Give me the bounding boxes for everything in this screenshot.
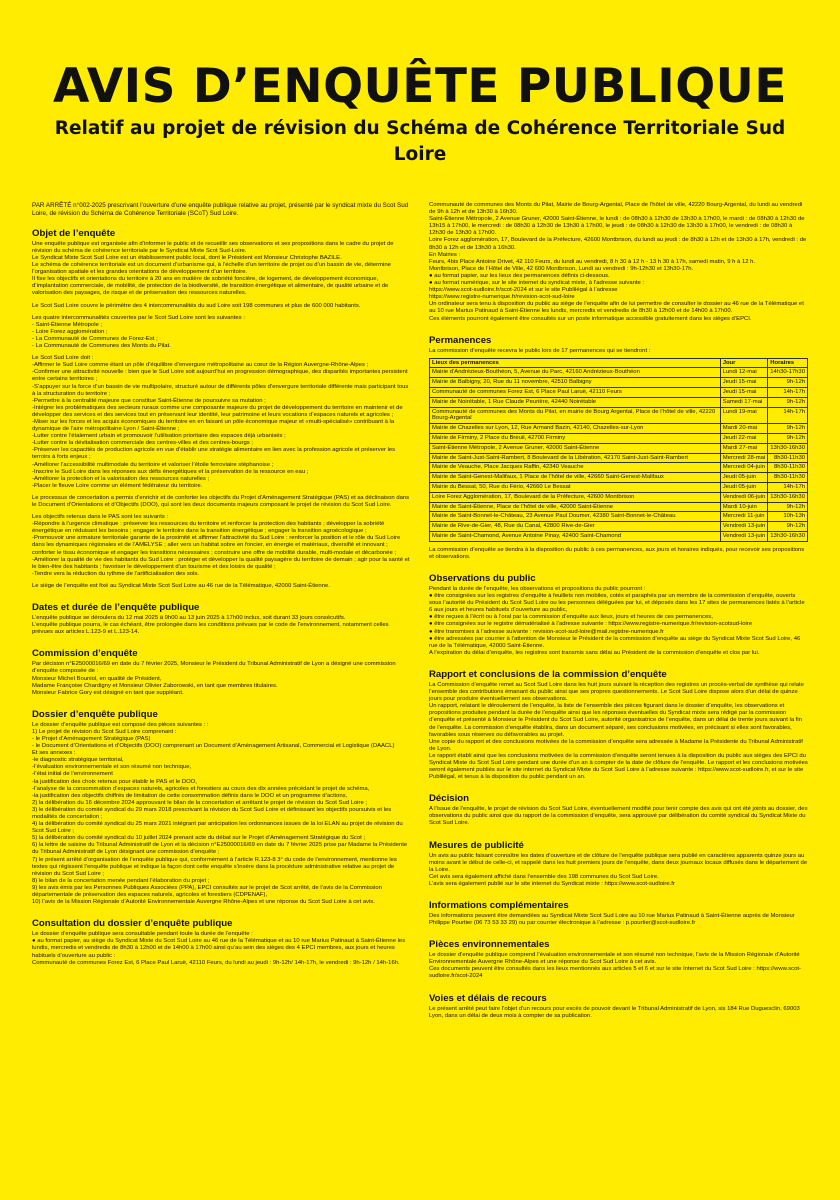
cell-location: Mairie de Chazelles sur Lyon, 12, Rue Armand Bazin, 42140, Chazelles-sur-Lyon xyxy=(430,424,721,434)
cell-day: Lundi 12-mai xyxy=(720,368,768,378)
section-paragraph: -Améliorer l’accessibilité multimodale du territoire et valoriser l’étoile ferroviaire stéphanoise ; xyxy=(32,461,274,468)
section-paragraph: ● être transmises à l’adresse suivante : revision-scot-sud-loire@mail.registre-numerique.fr xyxy=(429,628,664,635)
section-paragraph: 4) la délibération du comité syndical du 25 mars 2021 intégrant par anticipation les ordonnances issues de la loi ELAN au projet de révision du Scot Sud Loire ; xyxy=(32,821,403,835)
notice-columns xyxy=(32,202,808,1020)
cell-hours: 14h-17h xyxy=(768,483,808,493)
cell-hours: 8h30-11h30 xyxy=(768,463,808,473)
table-row xyxy=(430,492,808,502)
permanences-intro: La commission d’enquête recevra le public lors de 17 permanences qui se tiendront : xyxy=(429,347,651,354)
section-paragraph: Madame Françoise Chardigny et Monsieur Olivier Zaborowski, en tant que membres titulaires. xyxy=(32,682,278,689)
section-paragraph: Une copie du rapport et des conclusions motivées de la commission d’enquête sera adressée à Madame la Présidente du Tribunal Administratif de Lyon. xyxy=(429,738,803,752)
cell-day: Mardi 27-mai xyxy=(720,443,768,453)
section-paragraph: ● être reçues à l’écrit ou à l’oral par la commission d’enquête aux lieux, jours et heures de ces permanences, xyxy=(429,614,713,621)
section-paragraph: 3) le délibération du comité syndical du 29 mars 2018 prescrivant la révision du Scot Sud Loire et définissant les objectifs poursuivis et les modalités de concertation ; xyxy=(32,806,392,820)
section-paragraph: 2) la délibération du 16 décembre 2024 approuvant le bilan de la concertation et arrêtant le projet de révision du Scot Sud Loire ; xyxy=(32,799,367,806)
table-row xyxy=(430,378,808,388)
section-paragraph: Le Syndicat Mixte Scot Sud Loire est un établissement public local, dont le Président est Monsieur Christophe BAZILE. xyxy=(32,255,342,261)
cell-hours: 14h-17h xyxy=(768,407,808,424)
section-paragraph: - La Communauté de Communes de Forez-Est ; xyxy=(32,335,158,342)
table-row xyxy=(430,483,808,493)
permanences-after: La commission d’enquête se tiendra à la disposition du public à ces permanences, aux jours et horaires indiqués, pour recevoir ses propositions et observations. xyxy=(429,546,805,560)
section-paragraph: 10) l’avis de la Mission Régionale d’Autorité Environnementale Auvergne Rhône-Alpes et une réponse du Scot Sud Loire à cet avis. xyxy=(32,899,375,906)
cell-location: Mairie de Saint-Just-Saint-Rambert, 8 Boulevard de la Libération, 42170 Saint-Just-Saint-Rambert xyxy=(430,453,721,463)
section-paragraph: -l’état initial de l’environnement xyxy=(32,771,113,778)
consultation-paragraph: Loire Forez agglomération, 17, Boulevard de la Préfecture, 42600 Montbrison, du lundi au jeudi : de 8h30 à 12h et de 13h30 à 17h, vendredi : de 8h30 à 12h et de 13h30 à 16h30. xyxy=(429,237,807,251)
section-paragraph: ● être consignées sur le registre dématérialisé à l’adresse suivante : https://www.registre-numerique.fr/revision-scotsud-loire xyxy=(429,621,753,628)
section-paragraph: - le Document d’Orientations et d’Objectifs (DOO) comprenant un Document d’Aménagement Artisanal, Commercial et Logistique (DAACL) xyxy=(32,743,395,750)
cell-hours: 9h-12h xyxy=(768,502,808,512)
cell-location: Mairie de Noirétable, 1 Rue Claude Peurière, 42440 Noirétable xyxy=(430,397,721,407)
consultation-paragraph: Feurs, 4bis Place Antoine Drivet, 42 110 Feurs, du lundi au vendredi, 8 h 30 à 12 h - 13 h 30 à 17h, samedi matin, 9 h à 12 h. xyxy=(429,258,756,265)
consultation-paragraph: ● au format numérique, sur le site internet du syndicat mixte, à l’adresse suivante : xyxy=(429,280,645,287)
table-row xyxy=(430,368,808,378)
cell-day: Samedi 17-mai xyxy=(720,397,768,407)
left-column xyxy=(32,202,411,1020)
cell-hours: 13h30-16h30 xyxy=(768,492,808,502)
table-row xyxy=(430,453,808,463)
permanences-table xyxy=(429,358,808,542)
header-location: Lieux des permanences xyxy=(430,358,721,368)
section-paragraph: Par décision n°E25000016/69 en date du 7 février 2025, Monsieur le Président du Tribunal Administratif de Lyon a désigné une commission d’enquête composée de : xyxy=(32,661,396,675)
cell-location: Mairie de Firminy, 2 Place du Breuil, 42700 Firminy xyxy=(430,434,721,444)
cell-hours: 9h-12h xyxy=(768,424,808,434)
section-heading-informations-complementaires: Informations complémentaires xyxy=(429,900,569,912)
table-row xyxy=(430,532,808,542)
consultation-paragraph: https://www.scot-sudloire.fr/scot-2024 et sur le site Publilégal à l’adresse xyxy=(429,287,618,294)
consultation-paragraph: Ces éléments pourront également être consultés sur un poste informatique accessible gratuitement dans les sièges d’EPCI. xyxy=(429,315,752,322)
table-row xyxy=(430,463,808,473)
section-paragraph: -l’analyse de la consommation d’espaces naturels, agricoles et forestiers au cours des dix années précédant le projet de schéma, xyxy=(32,785,370,792)
section-paragraph: Le processus de concertation a permis d’enrichir et de conforter les objectifs du Projet d’Aménagement Stratégique (PAS) et sa déclinaison dans le Document d’Orientations et d’Objectifs (DOO), qui sont les deux documents majeurs composant le projet de révision du Scot Sud Loire. xyxy=(32,494,410,508)
cell-location: Mairie de Saint-Chamond, Avenue Antoine Pinay, 42400 Saint-Chamond xyxy=(430,532,721,542)
header-hours: Horaires xyxy=(768,358,808,368)
section-heading-permanences: Permanences xyxy=(429,334,492,346)
section-paragraph: Et ses annexes : xyxy=(32,750,76,757)
section-paragraph: - le Projet d’Aménagement Stratégique (PAS) xyxy=(32,735,151,742)
section-paragraph: Monsieur Michel Bouniol, en qualité de Président, xyxy=(32,675,162,682)
section-paragraph: 8) le bilan de la concertation menée pendant l’élaboration du projet ; xyxy=(32,877,210,884)
section-paragraph: Une enquête publique est organisée afin d’informer le public et de recueillir ses observations et ses propositions dans le cadre du projet de révision du schéma de cohérence territoriale par le Syndicat Mixte Scot Sud-Loire. xyxy=(32,240,394,254)
section-paragraph: Un avis au public faisant connaître les dates d’ouverture et de clôture de l’enquête publique sera publié en caractères apparents quinze jours au moins avant le début de celle-ci, et rappelé dans les huit premiers jours de l’enquête, dans deux journaux locaux diffusés dans le département de la Loire. xyxy=(429,852,808,873)
consultation-paragraph: Un ordinateur sera tenu à disposition du public au siège de l’enquête afin de lui permettre de consulter le dossier au 46 rue de la Télématique et au 10 rue Marius Patinaud à Saint-Étienne les lundis, mercredis et vendredis de 8h30 à 12h00 et de 14h00 à 17h00. xyxy=(429,301,804,315)
section-paragraph: -Tendre vers la réduction du rythme de l’artificialisation des sols. xyxy=(32,570,199,577)
cell-location: Communauté de communes des Monts du Pilat, en mairie de Bourg Argental, Place de l’hôtel de ville, 42220 Bourg-Argental xyxy=(430,407,721,424)
section-paragraph: -la justification des choix retenus pour établir le PAS et le DOO, xyxy=(32,778,197,785)
cell-location: Mairie du Bessat, 50, Rue du Fério, 42660 Le Bessat xyxy=(430,483,721,493)
section-paragraph: 7) le présent arrêté d’organisation de l’enquête publique qui, conformément à l’article R.123-8 3° du code de l’environnement, mentionne les textes qui régissent l’enquête publique et indique la façon dont cette enquête s’insère dans la procédure administrative relative au projet de révision du Scot Sud Loire ; xyxy=(32,856,397,877)
section-paragraph: ● au format papier, au siège du Syndicat Mixte du Scot Sud Loire au 46 rue de la Télématique et au 10 rue Marius Patinaud à Saint-Étienne les lundis, mercredis et vendredis de 8h30 à 12h00 et de 14h00 à 17h00 ainsi qu’au sein des sièges des 4 EPCI membres, aux jours et heures habituels d’ouverture au public : xyxy=(32,938,406,959)
section-paragraph: Le Scot Sud Loire couvre le périmètre des 4 intercommunalités du sud Loire soit 198 communes et plus de 600 000 habitants. xyxy=(32,302,361,309)
section-paragraph: Les objectifs retenus dans le PAS sont les suivants : xyxy=(32,514,169,521)
table-row xyxy=(430,473,808,483)
consultation-paragraph: Montbrison, Place de l’Hôtel de Ville, 42 600 Montbrison, Lundi au vendredi : 9h-12h30 et 13h30-17h. xyxy=(429,265,694,272)
consultation-paragraph: Saint-Étienne Métropole, 2 Avenue Gruner, 42000 Saint-Étienne, le lundi : de 08h30 à 12h30 de 13h30 à 17h00, le mardi : de 08h30 à 12h30 de 13h15 à 17h00, le mercredi : de 08h30 à 12h30 de 13h30 à 17h00, le jeudi : de 08h30 à 12h30 de 13h30 à 17h00, le vendredi : de 08h30 à 12h30 de 13h30 à 17h00. xyxy=(429,216,805,237)
consultation-paragraph: En Mairies : xyxy=(429,251,461,258)
cell-day: Vendredi 13-juin xyxy=(720,522,768,532)
cell-day: Jeudi 05-juin xyxy=(720,473,768,483)
section-paragraph: 5) la délibération du comité syndical du 10 juillet 2024 prenant acte du débat sur le Projet d’Aménagement Stratégique du Scot ; xyxy=(32,835,366,842)
cell-day: Mercredi 04-juin xyxy=(720,463,768,473)
cell-hours: 13h30-16h30 xyxy=(768,443,808,453)
cell-day: Mercredi 11-juin xyxy=(720,512,768,522)
cell-hours: 8h30-11h30 xyxy=(768,453,808,463)
cell-day: Mardi 20-mai xyxy=(720,424,768,434)
section-heading-decision: Décision xyxy=(429,793,469,805)
section-paragraph: -Inscrire le Sud Loire dans les réponses aux défis énergétiques et la préservation de la ressource en eau ; xyxy=(32,468,309,475)
section-paragraph: Le dossier d’enquête publique comprend l’évaluation environnementale et son résumé non technique, l’avis de la Mission Régionale d’Autorité Environnementale Auvergne Rhône-Alpes et une réponse du Scot Sud Loire à cet avis. xyxy=(429,952,800,966)
section-paragraph: 9) les avis émis par les Personnes Publiques Associées (PPA), EPCI consultés sur le projet de Scot arrêté, de l’avis de la Commission départementale de préservation des espaces naturels, agricoles et forestiers (CDPENAF), xyxy=(32,884,382,899)
table-header-row xyxy=(430,358,808,368)
section-paragraph: -Affirmer le Sud Loire comme étant un pôle d’équilibre d’envergure métropolitaine au cœur de la Région Auvergne-Rhône-Alpes ; xyxy=(32,362,369,369)
cell-hours: 10h-13h xyxy=(768,512,808,522)
cell-hours: 14h-17h xyxy=(768,388,808,398)
section-paragraph: -Lutter contre l’étalement urbain et promouvoir l’utilisation prioritaire des espaces déjà urbanisés ; xyxy=(32,433,286,440)
section-paragraph: -le diagnostic stratégique territorial, xyxy=(32,757,124,764)
section-heading-observations-du-public: Observations du public xyxy=(429,573,536,585)
section-paragraph: - La Communauté de Communes des Monts du Pilat. xyxy=(32,343,171,350)
notice-subtitle: Relatif au projet de révision du Schéma de Cohérence Territoriale Sud Loire xyxy=(54,118,786,165)
cell-location: Mairie d’Andrézieux-Bouthéon, 5, Avenue du Parc, 42160 Andrézieux-Bouthéon xyxy=(430,368,721,378)
section-paragraph: A l’issue de l’enquête, le projet de révision du Scot Sud Loire, éventuellement modifié pour tenir compte des avis qui ont été joints au dossier, des observations du public ainsi que du rapport de la commission d’enquête, sera approuvé par délibération du comité syndical du Syndicat Mixte du Scot Sud Loire. xyxy=(429,806,808,827)
cell-day: Vendredi 06-juin xyxy=(720,492,768,502)
cell-day: Lundi 19-mai xyxy=(720,407,768,424)
section-paragraph: -Répondre à l’urgence climatique : préserver les ressources du territoire et renforcer la protection des habitants ; développer la sobriété énergétique en réduisant les besoins ; engager le territoire dans la transition énergétique ; engager la transition agroécologique ; xyxy=(32,521,385,535)
section-paragraph: L’avis sera également publié sur le site internet du Syndicat mixte : https://www.scot-sudloire.fr xyxy=(429,880,675,887)
table-row xyxy=(430,397,808,407)
section-paragraph: Ces documents peuvent être consultés dans les lieux mentionnés aux articles 5 et 6 et sur le site Internet du Scot Sud Loire : https://www.scot-sudloire.fr/scot-2024 xyxy=(429,966,801,980)
consultation-paragraph: ● au format papier, sur les lieux des permanences définis ci-dessous. xyxy=(429,272,610,279)
cell-hours: 14h30-17h30 xyxy=(768,368,808,378)
section-paragraph: Les quatre intercommunalités couvertes par le Scot Sud Loire sont les suivantes : xyxy=(32,314,245,321)
section-heading-pieces-environnementales: Pièces environnementales xyxy=(429,939,550,951)
section-paragraph: -l’évaluation environnementale et son résumé non technique, xyxy=(32,764,192,771)
right-column xyxy=(429,202,808,1020)
cell-hours: 9h-12h xyxy=(768,522,808,532)
cell-location: Saint-Étienne Métropole, 2 Avenue Gruner, 42000 Saint-Étienne xyxy=(430,443,721,453)
table-row xyxy=(430,434,808,444)
table-row xyxy=(430,512,808,522)
cell-day: Mardi 10-juin xyxy=(720,502,768,512)
cell-hours: 9h-12h xyxy=(768,397,808,407)
section-paragraph: Des informations peuvent être demandées au Syndicat Mixte Scot Sud Loire au 10 rue Marius Patinaud à Saint-Étienne auprès de Monsieur Philippe Pourtier (06 73 53 33 29) ou par courrier électronique à l’adresse : p.pourtier@scot-sudloire.fr xyxy=(429,913,795,927)
section-paragraph: Le présent arrêté peut faire l’objet d’un recours pour excès de pouvoir devant le Tribunal Administratif de Lyon, sis 184 Rue Duguesclin, 69003 Lyon, dans un délai de deux mois à compter de sa publication. xyxy=(429,1005,800,1019)
section-paragraph: - Saint-Étienne Métropole ; xyxy=(32,321,103,328)
cell-location: Loire Forez Agglomération, 17, Boulevard de la Préfecture, 42600 Montbrison xyxy=(430,492,721,502)
cell-location: Mairie de Saint-Genest-Malifaux, 1 Place de l’hôtel de ville, 42660 Saint-Genest-Malifaux xyxy=(430,473,721,483)
cell-day: Jeudi 15-mai xyxy=(720,378,768,388)
section-paragraph: -Permettre à la centralité majeure que constitue Saint-Étienne de poursuivre sa mutation ; xyxy=(32,397,266,404)
section-paragraph: ● être consignées sur les registres d’enquête à feuillets non mobiles, cotés et paraphés par un membre de la commission d’enquête, ouverts sous l’autorité du Président du Scot Sud Loire ou les personnes déléguées par lui, et déposés dans les 17 sites de permanences listés à l’article 6 aux jours et heures habituels d’ouverture au public, xyxy=(429,593,805,614)
section-paragraph: Monsieur Fabrice Gory est désigné en tant que suppléant. xyxy=(32,689,184,696)
section-paragraph: -Promouvoir une armature territoriale garante de la proximité et affirmer l’attractivité du Sud Loire : renforcer la position et le rôle du Sud Loire dans les dynamiques régionales et de l’AMELYSE ; aller vers un habitat sobre en foncier, en énergie et matériaux, diversifié et innovant ; conforter le tissu économique et engager les transitions nécessaires ; construire une offre de mobilité durable, multi-modale et décarbonée ; xyxy=(32,535,401,556)
table-row xyxy=(430,407,808,424)
section-paragraph: Le rapport établi ainsi que les conclusions motivées de la commission d’enquête seront tenues à la disposition du public aux sièges des EPCI du Syndicat Mixte du Scot Sud Loire pendant une durée d’un an à compter de la date de clôture de l’enquête. Le rapport et les conclusions motivées seront également publiés sur le site internet du Syndicat Mixte du Scot Sud Loire à l’adresse suivante : https://www.scot-sudloire.fr, et sur le site Publilégal, et tenus à la disposition du public pendant un an. xyxy=(429,752,808,781)
section-paragraph: Cet avis sera également affiché dans l’ensemble des 198 communes du Scot Sud Loire. xyxy=(429,873,659,880)
section-paragraph: Le dossier d’enquête publique est composé des pièces suivantes : : xyxy=(32,721,209,728)
section-paragraph: -Améliorer la qualité de vie des habitants du Sud Loire : protéger et développer la qualité paysagère du territoire de demain ; agir pour la santé et le bien-être des habitants ; favoriser le développement d’un tourisme et des loisirs de qualité ; xyxy=(32,556,410,570)
section-paragraph: Pendant la durée de l’enquête, les observations et propositions du public pourront : xyxy=(429,586,646,593)
table-row xyxy=(430,522,808,532)
section-paragraph: Le dossier d’enquête publique sera consultable pendant toute la durée de l’enquête : xyxy=(32,931,253,938)
intro-paragraph: PAR ARRÊTÉ n°002-2025 prescrivant l’ouverture d’une enquête publique relative au projet, présenté par le syndicat mixte du Scot Sud Loire, de révision du Schéma de Cohérence Territoriale (SCoT) Sud Loire. xyxy=(32,202,409,217)
section-paragraph: -Miser sur les forces et les acquis économiques du territoire en en faisant un pôle économique majeur et «multi-spécialisé» contribuant à la dynamique de l’aire métropolitaine Lyon / Saint-Étienne ; xyxy=(32,418,395,433)
notice-title: AVIS D’ENQUÊTE PUBLIQUE xyxy=(53,59,787,114)
cell-day: Mercredi 28-mai xyxy=(720,453,768,463)
cell-hours: 13h30-16h30 xyxy=(768,532,808,542)
section-paragraph: ● être adressées par courrier à l’attention de Monsieur le Président de la commission d’enquête au siège du Syndicat Mixte Scot Sud Loire, 46 rue de la Télématique, 42000 Saint-Étienne. xyxy=(429,635,801,649)
section-paragraph: -Intégrer les problématiques des secteurs ruraux comme une composante majeure du projet de développement du territoire en maintenir et de développer des services et des services tout en préservant leur identité, leur patrimoine et leurs vocations d’espaces naturels et agricoles ; xyxy=(32,404,403,418)
section-paragraph: 1) Le projet de révision du Scot Sud Loire comprenant : xyxy=(32,728,177,735)
section-heading-dates-et-duree-de-l-enquete-publique: Dates et durée de l’enquête publique xyxy=(32,602,200,614)
section-heading-commission-d-enquete: Commission d’enquête xyxy=(32,648,138,660)
section-heading-mesures-de-publicite: Mesures de publicité xyxy=(429,839,524,851)
section-paragraph: La Commission d’enquête remet au Scot Sud Loire dans les huit jours suivant la réception des registres un procès-verbal de synthèse qui relate l’ensemble des contributions émanant du public ainsi que ses propres questionnements. Le Scot Sud Loire dispose alors d’un délai de quinze jours pour produire éventuellement ses observations. xyxy=(429,681,804,703)
table-row xyxy=(430,443,808,453)
cell-location: Communauté de communes Forez Est, 6 Place Paul Laruë, 42110 Feurs xyxy=(430,388,721,398)
table-row xyxy=(430,502,808,512)
section-paragraph: Le Scot Sud Loire doit : xyxy=(32,355,94,362)
cell-location: Mairie de Saint-Bonnet-le-Château, 23 Avenue Paul Doumer, 42380 Saint-Bonnet-le-Château xyxy=(430,512,721,522)
cell-hours: 8h30-11h30 xyxy=(768,473,808,483)
cell-location: Mairie de Veauche, Place Jacques Raffin, 42340 Veauche xyxy=(430,463,721,473)
section-paragraph: -Placer le fleuve Loire comme un élément fédérateur du territoire. xyxy=(32,482,203,489)
cell-day: Jeudi 22-mai xyxy=(720,434,768,444)
consultation-paragraph: https://www.registre-numerique.fr/revision-scot-sud-loire xyxy=(429,294,575,301)
intro-block xyxy=(32,202,411,218)
section-heading-rapport-et-conclusions-de-la-commission-d-enquete: Rapport et conclusions de la commission d’enquête xyxy=(429,668,667,680)
section-paragraph: Communauté de communes Forez Est, 6 Place Paul Laruë, 42110 Feurs, du lundi au jeudi : 9h-12h/ 14h-17h, le vendredi : 9h-12h / 14h-16h. xyxy=(32,959,400,966)
section-paragraph: - Loire Forez agglomération ; xyxy=(32,328,108,335)
header-day: Jour xyxy=(720,358,768,368)
section-paragraph: Le schéma de cohérence territoriale est un document d’urbanisme qui, à l’échelle d’un territoire de projet ou d’un bassin de vie, détermine l’organisation spatiale et les grandes orientations de développement d’un territoire. xyxy=(32,262,391,276)
table-row xyxy=(430,388,808,398)
section-paragraph: Le siège de l’enquête est fixé au Syndicat Mixte Scot Sud Loire au 46 rue de la Télématique, 42000 Saint-Étienne. xyxy=(32,582,330,589)
cell-location: Mairie de Saint-Étienne, Place de l’hôtel de ville, 42000 Saint-Étienne xyxy=(430,502,721,512)
cell-location: Mairie de Rive-de-Gier, 48, Rue du Canal, 42800 Rive-de-Gier xyxy=(430,522,721,532)
section-paragraph: Un rapport, relatant le déroulement de l’enquête, la liste de l’ensemble des pièces figurant dans le dossier d’enquête, les observations et propositions produites pendant la durée de l’enquête ainsi que les réponses éventuelles du Syndicat mixte sera rédigé par la commission d’enquête et présenté à Monsieur le Président du Scot Sud Loire, autorité organisatrice de l’enquête, dans un délai de trente jours suivant la fin de l’enquête. La commission d’enquête établira, dans un document séparé, ses conclusions motivées, en précisant si elles sont favorables, favorables sous réserves ou défavorables au projet. xyxy=(429,703,802,738)
cell-day: Vendredi 13-juin xyxy=(720,532,768,542)
section-paragraph: Il fixe les objectifs et orientations du territoire à 20 ans en matière de sobriété foncière, de logement, de développement économique, d’implantation commerciale, de mobilité, de protection de la biodiversité, de transition énergétique et alimentaire, de qualité urbaine et de valorisation des paysages, de risque et de préservation des ressources naturelles. xyxy=(32,276,389,297)
section-paragraph: L’enquête publique se déroulera du 12 mai 2025 à 9h00 au 13 juin 2025 à 17h00 inclus, soit durant 33 jours consécutifs. xyxy=(32,615,346,622)
section-heading-objet-de-l-enquete: Objet de l’enquête xyxy=(32,227,116,239)
section-paragraph: -Confirmer une attractivité nouvelle : bien que le Sud Loire soit aujourd’hui en progression démographique, des disparités importantes persistent entre certains territoires ; xyxy=(32,369,408,383)
cell-day: Jeudi 15-mai xyxy=(720,388,768,398)
cell-location: Mairie de Balbigny, 20, Rue du 11 novembre, 42510 Balbigny xyxy=(430,378,721,388)
section-paragraph: -la justification des objectifs chiffrés de limitation de cette consommation définis dans le DOO et un programme d’actions, xyxy=(32,792,348,799)
section-paragraph: -Préserver les capacités de production agricole en vue d’établir une stratégie alimentaire en lien avec la profession agricole et préserver les terroirs à forts enjeux ; xyxy=(32,447,396,461)
cell-day: Jeudi 05-juin xyxy=(720,483,768,493)
consultation-continued xyxy=(429,202,808,323)
section-heading-voies-et-delais-de-recours: Voies et délais de recours xyxy=(429,992,547,1004)
table-row xyxy=(430,424,808,434)
section-paragraph: 6) la lettre de saisine du Tribunal Administratif de Lyon et la décision n°E25000016/69 en date du 7 février 2025 prise par Madame la Présidente du Tribunal Administratif de Lyon désignant une commission d’enquête ; xyxy=(32,842,408,856)
section-heading-consultation-du-dossier-d-enquete-publique: Consultation du dossier d’enquête publique xyxy=(32,918,233,930)
section-paragraph: A l’expiration du délai d’enquête, les registres sont transmis sans délai au Président de la commission d’enquête et clos par lui. xyxy=(429,649,760,656)
permanences-table-body xyxy=(430,368,808,541)
section-paragraph: L’enquête publique pourra, le cas échéant, être prolongée dans les conditions prévues par le code de l’environnement, notamment celles prévues aux articles L.123-9 et L.123-14. xyxy=(32,622,389,636)
right-sections xyxy=(429,573,808,1020)
section-heading-dossier-d-enquete-publique: Dossier d’enquête publique xyxy=(32,708,158,720)
consultation-paragraph: Communauté de communes des Monts du Pilat, Mairie de Bourg-Argental, Place de l’hôtel de ville, 42220 Bourg-Argental, du lundi au vendredi de 9h à 12h et de 13h30 à 16h30. xyxy=(429,202,803,216)
section-paragraph: -Lutter contre la dévitalisation commerciale des centres-villes et des centres-bourgs ; xyxy=(32,440,253,447)
section-paragraph: -S’appuyer sur la force d’un bassin de vie multipolaire, structuré autour de différents pôles d’envergure territoriale différente mais participant tous à la structuration du territoire ; xyxy=(32,383,409,397)
cell-hours: 9h-12h xyxy=(768,434,808,444)
section-paragraph: -Améliorer la protection et la valorisation des ressources naturelles ; xyxy=(32,475,210,482)
cell-hours: 9h-12h xyxy=(768,378,808,388)
